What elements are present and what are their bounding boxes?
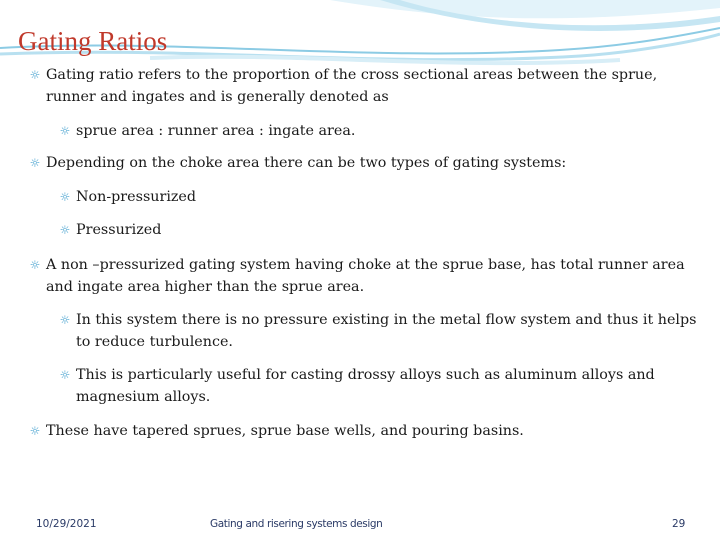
bullet-text: Pressurized [76,222,162,238]
slide-title: Gating Ratios [18,26,168,56]
bullet-item [59,309,706,353]
bullet-text: A non –pressurized gating system having choke at the sprue base, has total runner area and ingate area higher than the sprue area. [46,257,685,295]
bullet-sun-icon: ☼ [59,124,71,138]
bullet-text: Non-pressurized [76,189,197,205]
bullet-item [29,420,706,442]
bullet-text: sprue area : runner area : ingate area. [76,123,356,139]
footer-caption: Gating and risering systems design [210,518,383,530]
bullet-item [59,120,706,142]
bullet-sun-icon: ☼ [59,313,71,327]
bullet-sun-icon: ☼ [29,156,41,170]
footer-page-number: 29 [672,518,686,530]
bullet-item [59,364,706,408]
bullet-sun-icon: ☼ [59,190,71,204]
bullet-sun-icon: ☼ [59,223,71,237]
bullet-item [29,64,706,108]
footer-date: 10/29/2021 [36,518,97,530]
bullet-sun-icon: ☼ [29,424,41,438]
bullet-text: These have tapered sprues, sprue base wells, and pouring basins. [46,423,524,439]
bullet-item [59,219,706,241]
bullet-item [29,254,706,298]
bullet-text: In this system there is no pressure existing in the metal flow system and thus it helps to reduce turbulence. [76,312,697,350]
bullet-sun-icon: ☼ [29,68,41,82]
bullet-item [29,152,706,174]
bullet-item [59,186,706,208]
bullet-text: Depending on the choke area there can be two types of gating systems: [46,155,567,171]
bullet-sun-icon: ☼ [29,258,41,272]
bullet-sun-icon: ☼ [59,368,71,382]
bullet-text: This is particularly useful for casting drossy alloys such as aluminum alloys and magnesium alloys. [76,367,655,405]
bullet-text: Gating ratio refers to the proportion of the cross sectional areas between the sprue, runner and ingates and is generally denoted as [46,67,658,105]
